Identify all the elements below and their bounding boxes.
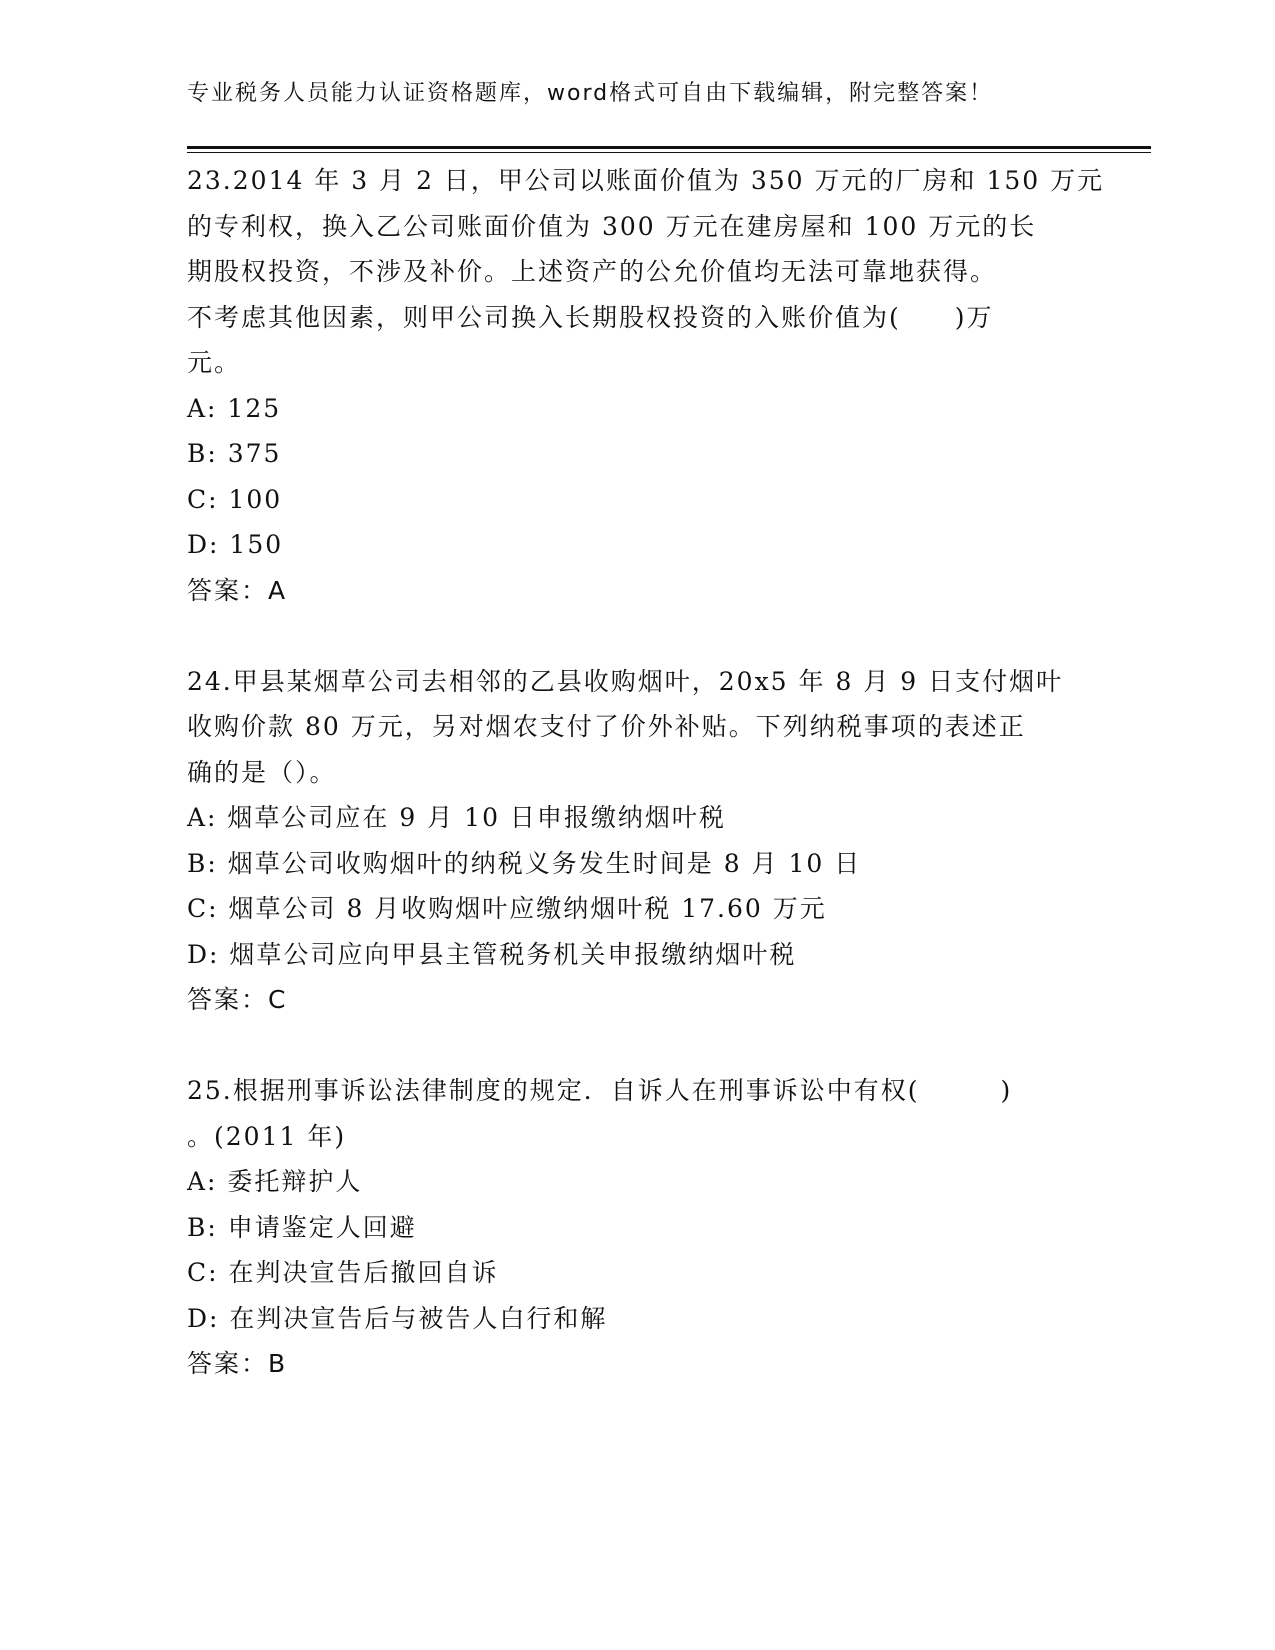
question-25 [187,1068,1087,1387]
question-text-line: 。(2011 年) [187,1121,347,1151]
question-text-line: 期股权投资，不涉及补价。上述资产的公允价值均无法可靠地获得。 [187,257,998,286]
question-spacer [187,1023,1087,1069]
option-c: C: 烟草公司 8 月收购烟叶应缴纳烟叶税 17.60 万元 [187,894,827,923]
option-a: A: 烟草公司应在 9 月 10 日申报缴纳烟叶税 [187,803,726,832]
header-rule-thick [187,146,1151,149]
question-23 [187,158,1105,613]
answer-label: 答案：C [187,985,288,1014]
option-d: D: 烟草公司应向甲县主管税务机关申报缴纳烟叶税 [187,939,797,969]
option-b: B: 375 [187,439,282,468]
option-d: D: 150 [187,530,284,559]
option-a: A: 125 [187,393,282,423]
question-text-line: 收购价款 80 万元，另对烟农支付了价外补贴。下列纳税事项的表述正 [187,712,1026,741]
option-d: D: 在判决宣告后与被告人白行和解 [187,1303,608,1333]
question-spacer [187,613,1087,659]
answer-label: 答案：B [187,1349,288,1378]
option-b: B: 申请鉴定人回避 [187,1212,417,1242]
question-list [187,158,1105,1387]
question-text-line: 元。 [187,348,242,377]
answer-label: 答案：A [187,575,288,605]
question-text-line: 25.根据刑事诉讼法律制度的规定．自诉人在刑事诉讼中有权( ) [187,1076,1013,1105]
question-text-line: 23.2014 年 3 月 2 日，甲公司以账面价值为 350 万元的厂房和 150 万元 [187,166,1105,195]
option-a: A: 委托辩护人 [187,1167,363,1196]
question-text-line: 不考虑其他因素，则甲公司换入长期股权投资的入账价值为( )万 [187,302,994,332]
option-c: C: 100 [187,484,283,514]
question-text-line: 的专利权，换入乙公司账面价值为 300 万元在建房屋和 100 万元的长 [187,211,1037,241]
option-c: C: 在判决宣告后撤回自诉 [187,1258,499,1287]
question-text-line: 确的是（）。 [187,757,337,787]
question-text-line: 24.甲县某烟草公司去相邻的乙县收购烟叶，20x5 年 8 月 9 日支付烟叶 [187,666,1064,696]
header-rule-thin [187,152,1151,153]
question-24 [187,659,1087,1023]
page-header: 专业税务人员能力认证资格题库，word格式可自由下载编辑，附完整答案！ [187,81,994,106]
option-b: B: 烟草公司收购烟叶的纳税义务发生时间是 8 月 10 日 [187,848,862,878]
